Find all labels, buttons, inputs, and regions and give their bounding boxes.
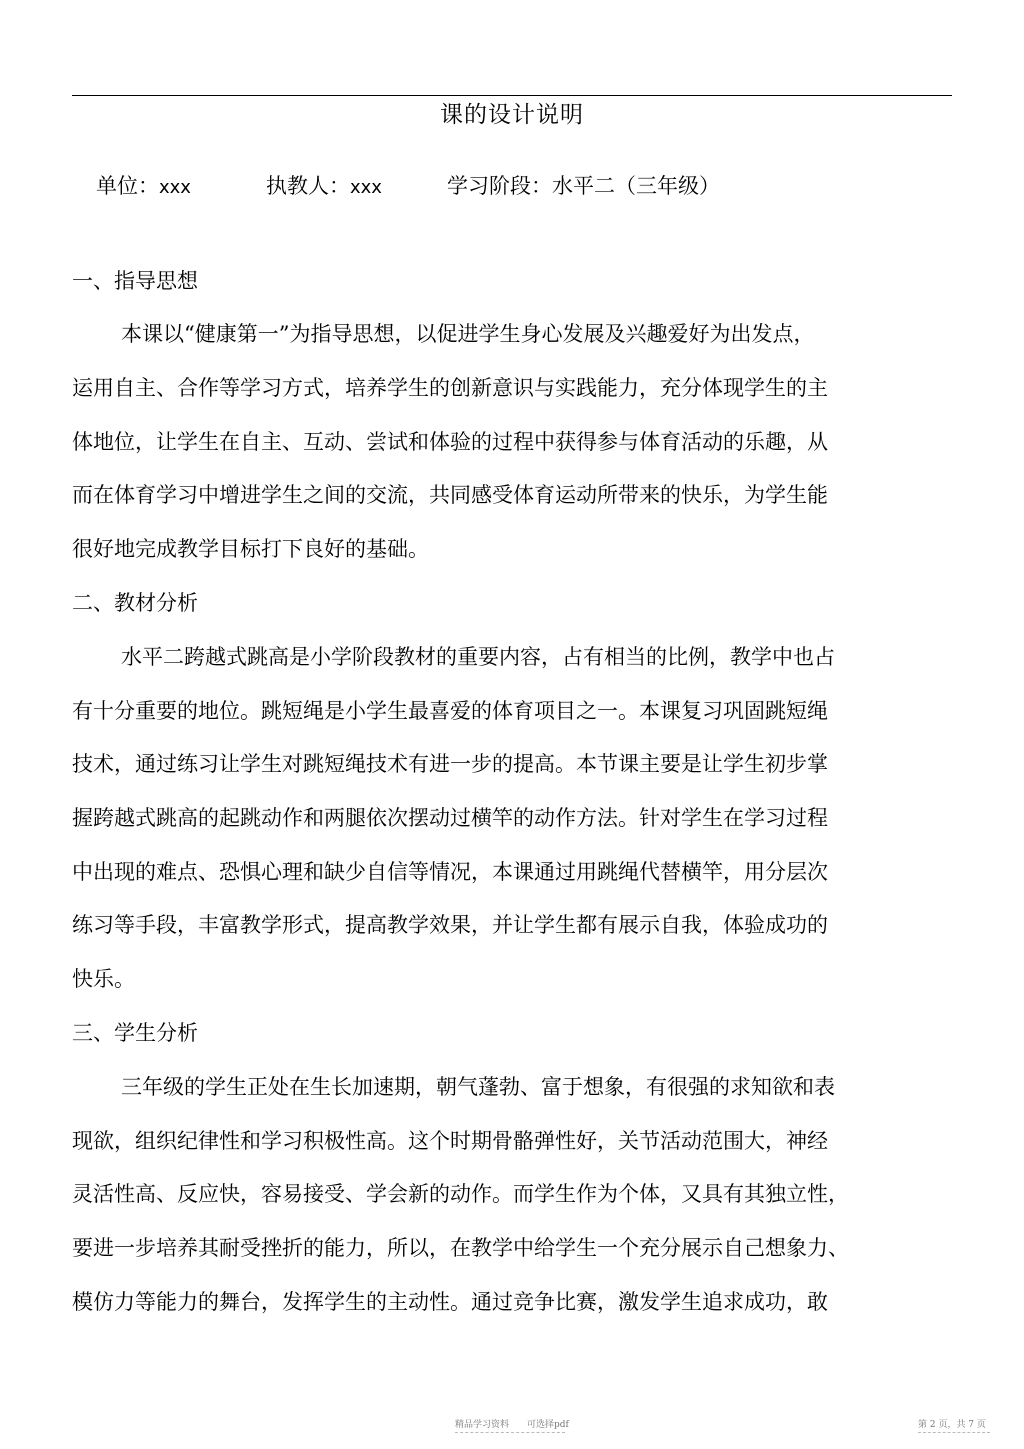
paragraph-line: 握跨越式跳高的起跳动作和两腿依次摆动过横竿的动作方法。针对学生在学习过程	[72, 806, 828, 830]
unit-field	[96, 172, 191, 202]
stage-label: 学习阶段：水平二（三年级）	[447, 174, 720, 198]
paragraph-line: 练习等手段，丰富教学形式，提高教学效果，并让学生都有展示自我，体验成功的	[72, 913, 828, 937]
top-rule	[72, 95, 952, 96]
paragraph-line: 要进一步培养其耐受挫折的能力，所以，在教学中给学生一个充分展示自己想象力、	[72, 1236, 849, 1260]
section-heading: 三、学生分析	[72, 1021, 198, 1045]
teacher-value: xxx	[350, 177, 382, 198]
footer-divider	[918, 1432, 990, 1433]
teacher-field	[266, 172, 382, 202]
footer-note: 精品学习资料 可选择pdf	[455, 1420, 569, 1430]
paragraph-line: 而在体育学习中增进学生之间的交流，共同感受体育运动所带来的快乐，为学生能	[72, 483, 828, 507]
paragraph-line: 水平二跨越式跳高是小学阶段教材的重要内容，占有相当的比例，教学中也占	[121, 645, 835, 669]
paragraph-line: 三年级的学生正处在生长加速期，朝气蓬勃、富于想象，有很强的求知欲和表	[121, 1075, 835, 1099]
paragraph-line: 有十分重要的地位。跳短绳是小学生最喜爱的体育项目之一。本课复习巩固跳短绳	[72, 699, 828, 723]
paragraph-line: 现欲，组织纪律性和学习积极性高。这个时期骨骼弹性好，关节活动范围大，神经	[72, 1129, 828, 1153]
footer-divider	[455, 1432, 565, 1433]
paragraph-line: 本课以“健康第一”为指导思想，以促进学生身心发展及兴趣爱好为出发点，	[121, 322, 815, 346]
page-number: 第 2 页，共 7 页	[918, 1420, 986, 1430]
paragraph-line: 模仿力等能力的舞台，发挥学生的主动性。通过竞争比赛，激发学生追求成功，敢	[72, 1290, 828, 1314]
section-heading: 二、教材分析	[72, 591, 198, 615]
paragraph-line: 体地位，让学生在自主、互动、尝试和体验的过程中获得参与体育活动的乐趣，从	[72, 430, 828, 454]
section-heading: 一、指导思想	[72, 269, 198, 293]
paragraph-line: 运用自主、合作等学习方式，培养学生的创新意识与实践能力，充分体现学生的主	[72, 376, 828, 400]
unit-value: xxx	[159, 177, 191, 198]
paragraph-line: 技术，通过练习让学生对跳短绳技术有进一步的提高。本节课主要是让学生初步掌	[72, 752, 828, 776]
paragraph-line: 快乐。	[72, 967, 135, 991]
stage-field	[447, 172, 720, 200]
unit-label: 单位：	[96, 174, 159, 198]
paragraph-line: 灵活性高、反应快，容易接受、学会新的动作。而学生作为个体，又具有其独立性，	[72, 1182, 849, 1206]
paragraph-line: 中出现的难点、恐惧心理和缺少自信等情况，本课通过用跳绳代替横竿，用分层次	[72, 860, 828, 884]
paragraph-line: 很好地完成教学目标打下良好的基础。	[72, 537, 429, 561]
page-title: 课的设计说明	[440, 102, 584, 128]
teacher-label: 执教人：	[266, 174, 350, 198]
